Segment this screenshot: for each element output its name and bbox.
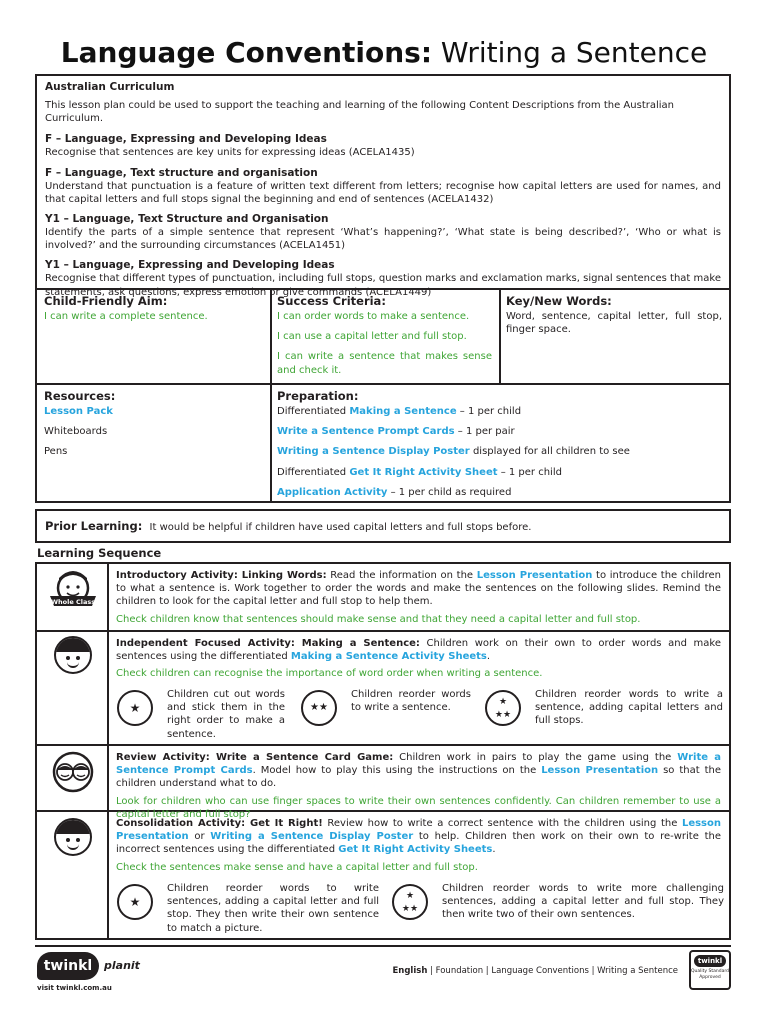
curriculum-box	[35, 74, 731, 298]
consolidation-check: Check the sentences make sense and have a capital letter and full stop.	[116, 861, 478, 873]
prep-item: Write a Sentence Prompt Cards – 1 per pair	[277, 426, 515, 438]
three-star-icon: ★ ★★	[485, 690, 521, 726]
prompt-cards-link[interactable]: Write a Sentence Prompt Cards	[277, 426, 455, 438]
whole-class-label: Whole Class	[50, 598, 96, 606]
diff-text-a: Children reorder words to write sentences, adding a capital letter and full stop. They then write their own sentence to match a picture.	[167, 883, 379, 934]
intro-text: Introductory Activity: Linking Words: Read the information on the Lesson Presentation to introduce the children to what a sentence is. Work together to order the words and make the sentences on the following slides. Remind the children to look for the capital letter and full stop to help them.	[116, 570, 721, 608]
three-star-icon: ★ ★★	[392, 884, 428, 920]
title-bold: Language Conventions:	[60, 36, 433, 69]
success-item: I can write a sentence that makes sense and check it.	[277, 351, 492, 376]
aims-row	[35, 290, 731, 385]
get-it-right-sheets-link[interactable]: Get It Right Activity Sheets	[338, 844, 493, 856]
prior-learning-box	[35, 509, 731, 543]
child-face-icon	[54, 636, 92, 674]
success-cell	[270, 290, 499, 383]
preparation-heading: Preparation:	[277, 389, 359, 403]
curriculum-intro: This lesson plan could be used to support the teaching and learning of the following Content Descriptions from the Australian Curriculum.	[45, 100, 675, 125]
block-heading: Y1 – Language, Text Structure and Organisation	[45, 213, 329, 226]
consolidation-content	[109, 812, 729, 882]
block-heading: F – Language, Text structure and organisation	[45, 166, 318, 179]
independent-icon-cell	[37, 632, 109, 744]
lesson-presentation-link-3[interactable]: Lesson Presentation	[116, 818, 722, 843]
block-heading: Y1 – Language, Expressing and Developing Ideas	[45, 259, 335, 272]
success-heading: Success Criteria:	[277, 294, 386, 308]
twinkl-logo[interactable]: twinkl	[37, 952, 99, 980]
display-poster-link-2[interactable]: Writing a Sentence Display Poster	[210, 831, 414, 843]
intro-check: Check children know that sentences should make sense and that they need a capital letter and full stop.	[116, 613, 641, 625]
consolidation-text: Consolidation Activity: Get It Right! Review how to write a correct sentence with the children using the Lesson Presentation or Writing a Sentence Display Poster to help. Children then work on their own to re-write the incorrect sentences using the differentiated Get It Right Activity Sheets.	[116, 818, 722, 856]
footer-breadcrumb	[392, 966, 678, 976]
keywords-cell	[499, 290, 729, 383]
two-star-icon: ★★	[301, 690, 337, 726]
keywords-text: Word, sentence, capital letter, full stop, finger space.	[506, 311, 722, 336]
making-a-sentence-link[interactable]: Making a Sentence	[349, 406, 457, 417]
intro-content	[109, 564, 729, 634]
block-text: Recognise that different types of punctuation, including full stops, question marks and exclamation marks, signal sentences that make statements, ask questions, express emotion or give commands (ACELA1449)	[45, 273, 721, 298]
aim-heading: Child-Friendly Aim:	[44, 294, 168, 308]
diff-text-1: Children cut out words and stick them in the right order to make a sentence.	[167, 689, 285, 740]
whole-class-icon-graphic	[37, 564, 109, 630]
curriculum-block	[45, 166, 721, 206]
diff-text-3: Children reorder words to write a sentence, adding capital letters and full stops.	[535, 689, 723, 727]
success-item: I can order words to make a sentence.	[277, 311, 470, 322]
page-title	[0, 36, 768, 70]
independent-check: Check children can recognise the importance of word order when writing a sentence.	[116, 668, 543, 680]
preparation-cell	[270, 385, 729, 501]
resources-row	[35, 383, 731, 503]
footer-divider	[35, 945, 731, 947]
get-it-right-link[interactable]: Get It Right Activity Sheet	[349, 466, 498, 478]
child-face-icon	[54, 818, 92, 856]
badge-text: Quality Standard Approved	[691, 969, 729, 980]
consolidation-icon-cell	[37, 812, 109, 940]
sequence-row-intro	[37, 564, 729, 632]
diff-text-2: Children reorder words to write a sentence.	[351, 689, 471, 714]
lesson-presentation-link-2[interactable]: Lesson Presentation	[541, 765, 659, 777]
sequence-row-consolidation	[37, 812, 729, 940]
badge-logo: twinkl	[694, 955, 726, 967]
sequence-row-independent	[37, 632, 729, 746]
learning-sequence-heading: Learning Sequence	[37, 546, 162, 560]
curriculum-block	[45, 132, 721, 159]
quality-badge-icon	[689, 950, 731, 990]
resources-cell	[37, 385, 270, 501]
keywords-heading: Key/New Words:	[506, 294, 612, 308]
one-star-icon: ★	[117, 690, 153, 726]
resource-item: Whiteboards	[44, 426, 108, 438]
curriculum-heading: Australian Curriculum	[45, 81, 175, 93]
learning-sequence-table	[35, 562, 731, 940]
block-text: Understand that punctuation is a feature of written text different from letters; recognise how capital letters are used for names, and that capital letters and full stops signal the beginning and end of sentences (ACELA1432)	[45, 180, 721, 205]
title-light: Writing a Sentence	[440, 36, 708, 69]
prompt-cards-link-2[interactable]: Write a Sentence Prompt Cards	[116, 752, 721, 777]
prior-text: It would be helpful if children have used capital letters and full stops before.	[149, 522, 532, 533]
application-activity-link[interactable]: Application Activity	[277, 486, 388, 498]
prior-heading: Prior Learning:	[45, 519, 143, 533]
prep-item: Writing a Sentence Display Poster displayed for all children to see	[277, 446, 630, 458]
block-text: Recognise that sentences are key units for expressing ideas (ACELA1435)	[45, 147, 415, 159]
diff-text-b: Children reorder words to write more challenging sentences, adding a capital letter and full stop. They then write two of their own sentences.	[442, 883, 724, 921]
resources-heading: Resources:	[44, 389, 116, 403]
whole-class-icon	[37, 564, 109, 630]
sequence-row-review	[37, 746, 729, 820]
block-text: Identify the parts of a simple sentence that represent ‘What’s happening?’, ‘What state is being described?’, ‘Who or what is involved?’ and the surrounding circumstances (ACELA1451)	[45, 227, 721, 252]
success-item: I can use a capital letter and full stop.	[277, 331, 467, 343]
independent-text: Independent Focused Activity: Making a Sentence: Children work on their own to order words and make sentences using the differentiated Making a Sentence Activity Sheets.	[116, 638, 721, 663]
review-check: Look for children who can use finger spaces to write their own sentences confidently. Can children remember to use a capital letter and full stop?	[116, 795, 721, 820]
lesson-presentation-link[interactable]: Lesson Presentation	[476, 570, 593, 581]
independent-content	[109, 632, 729, 689]
making-a-sentence-sheets-link[interactable]: Making a Sentence Activity Sheets	[290, 651, 487, 663]
visit-link[interactable]: visit twinkl.com.au	[37, 984, 112, 992]
curriculum-block	[45, 212, 721, 252]
prep-item: Differentiated Get It Right Activity Sheet – 1 per child	[277, 466, 562, 478]
prep-item: Application Activity – 1 per child as required	[277, 486, 512, 498]
footer-nav: | Foundation | Language Conventions | Writing a Sentence	[430, 966, 678, 976]
block-heading: F – Language, Expressing and Developing Ideas	[45, 133, 327, 146]
review-text: Review Activity: Write a Sentence Card Game: Children work in pairs to play the game using the Write a Sentence Prompt Cards. Model how to play this using the instructions on the Lesson Presentation so that the children understand what to do.	[116, 752, 722, 790]
aim-cell	[37, 290, 270, 383]
pair-icon-cell	[37, 746, 109, 810]
one-star-icon: ★	[117, 884, 153, 920]
display-poster-link[interactable]: Writing a Sentence Display Poster	[277, 446, 470, 458]
aim-text: I can write a complete sentence.	[44, 311, 208, 322]
pair-icon	[37, 746, 109, 810]
lesson-pack-link[interactable]: Lesson Pack	[44, 406, 113, 417]
resource-item: Pens	[44, 446, 68, 458]
planit-logo: planit	[104, 959, 140, 972]
footer-subject: English	[392, 966, 428, 976]
prep-item: Differentiated Making a Sentence – 1 per child	[277, 406, 522, 417]
